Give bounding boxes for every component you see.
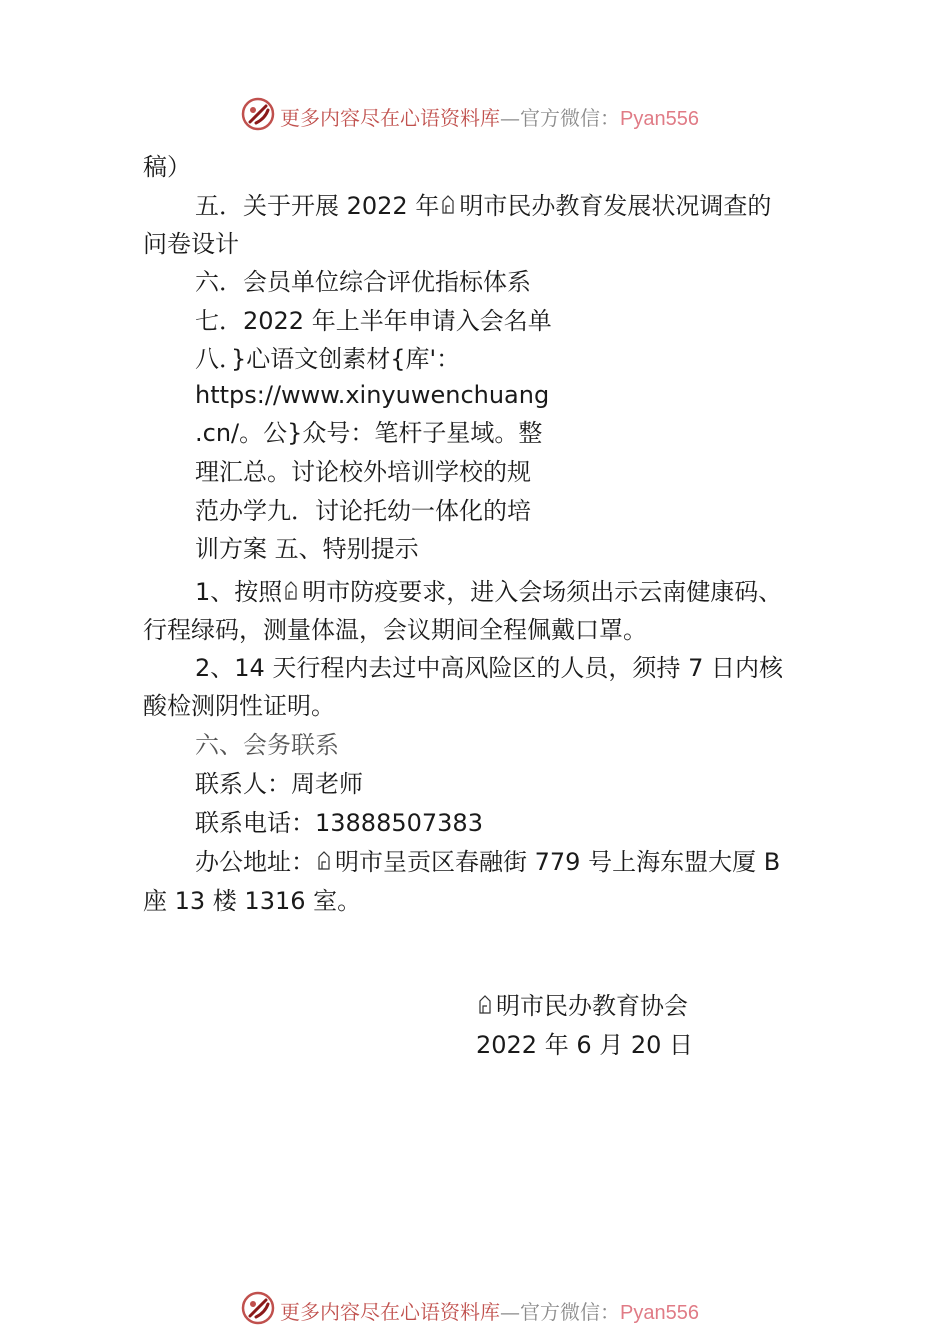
text-line: 稿）	[143, 153, 191, 181]
banner-main: 更多内容尽在心语资料库	[280, 106, 500, 130]
text-line: 范办学九．讨论托幼一体化的培	[195, 497, 531, 525]
text-line: 联系电话：13888507383	[195, 809, 483, 837]
text-segment: 明市民办教育发展状况调查的	[459, 192, 772, 220]
text-line: 八．}心语文创素材{库'：	[195, 345, 461, 373]
header-banner	[240, 94, 740, 134]
signature-date: 2022 年 6 月 20 日	[476, 1031, 694, 1059]
text-line: .cn/。公}众号：笔杆子星域。整	[195, 419, 543, 447]
text-line: 七．2022 年上半年申请入会名单	[195, 307, 552, 335]
text-line	[195, 191, 771, 221]
text-line: 2、14 天行程内去过中高风险区的人员，须持 7 日内核	[195, 654, 783, 682]
banner-wechat: Pyan556	[620, 108, 699, 130]
text-segment: 办公地址：	[195, 848, 315, 876]
text-segment: 五．关于开展 2022 年	[195, 192, 440, 220]
text-line: 酸检测阴性证明。	[143, 692, 335, 720]
placeholder-glyph-icon	[476, 993, 494, 1017]
text-line	[195, 577, 782, 607]
text-segment: 明市呈贡区春融街 779 号上海东盟大厦 B	[335, 848, 781, 876]
text-line: 行程绿码，测量体温，会议期间全程佩戴口罩。	[143, 616, 647, 644]
text-line: 座 13 楼 1316 室。	[143, 887, 362, 915]
text-line	[195, 847, 780, 877]
banner-label: 官方微信：	[520, 106, 620, 130]
placeholder-glyph-icon	[282, 579, 300, 603]
banner-dash: —	[500, 1300, 520, 1324]
banner-text	[280, 102, 699, 131]
banner-label: 官方微信：	[520, 1300, 620, 1324]
text-line: https://www.xinyuwenchuang	[195, 381, 550, 409]
logo-icon	[240, 1290, 276, 1326]
text-line: 问卷设计	[143, 230, 239, 258]
text-line: 六．会员单位综合评优指标体系	[195, 268, 531, 296]
footer-banner	[240, 1288, 740, 1328]
text-segment: 明市民办教育协会	[496, 992, 688, 1020]
banner-text	[280, 1296, 699, 1325]
section-heading: 六、会务联系	[195, 731, 339, 759]
text-segment: 1、按照	[195, 578, 283, 606]
text-line: 理汇总。讨论校外培训学校的规	[195, 458, 531, 486]
banner-main: 更多内容尽在心语资料库	[280, 1300, 500, 1324]
placeholder-glyph-icon	[439, 193, 457, 217]
banner-dash: —	[500, 106, 520, 130]
text-line: 训方案 五、特别提示	[195, 535, 419, 563]
text-line: 联系人：周老师	[195, 770, 363, 798]
logo-icon	[240, 96, 276, 132]
banner-wechat: Pyan556	[620, 1302, 699, 1324]
text-segment: 明市防疫要求，进入会场须出示云南健康码、	[302, 578, 783, 606]
placeholder-glyph-icon	[315, 849, 333, 873]
signature-org	[476, 991, 688, 1021]
